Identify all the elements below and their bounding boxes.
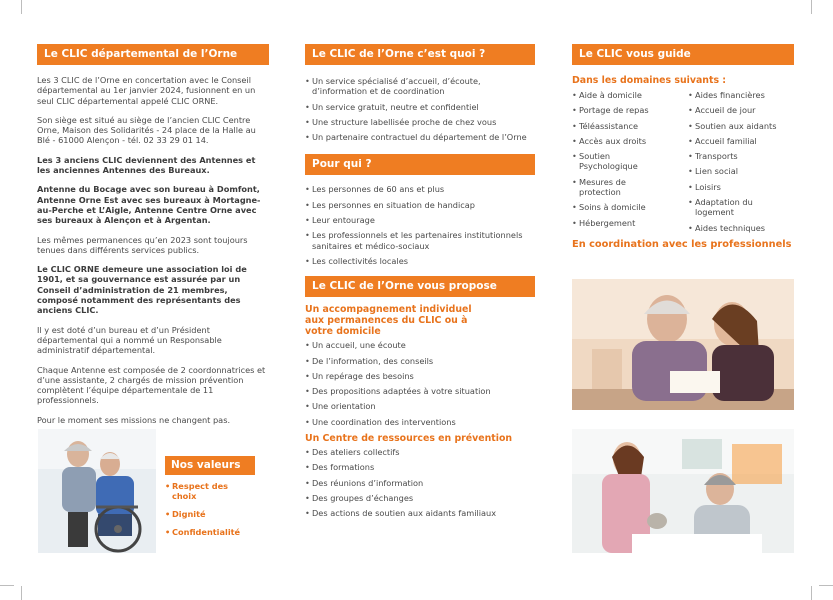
- paragraph: Il y est doté d’un bureau et d’un Président départemental qui a nommé un Responsable administratif départemental.: [37, 324, 222, 356]
- section-header: Le CLIC départemental de l’Orne: [37, 44, 269, 65]
- list-item: • Les personnes de 60 ans et plus: [305, 184, 535, 194]
- photo-wheelchair: [38, 429, 156, 553]
- crop-mark: [811, 0, 812, 14]
- subheading: Un Centre de ressources en prévention: [305, 433, 513, 445]
- list-item: • Soutien aux aidants: [688, 121, 794, 131]
- crop-mark: [21, 586, 22, 600]
- list-item: • Téléassistance: [572, 121, 688, 131]
- section-header: Le CLIC vous guide: [572, 44, 794, 65]
- list-item: • Portage de repas: [572, 105, 688, 115]
- list-item: • Respect des choix: [165, 481, 255, 501]
- crop-mark: [811, 586, 812, 600]
- subheading: En coordination avec les professionnels: [572, 238, 792, 250]
- list-item: • Les professionnels et les partenaires institutionnels sanitaires et médico-sociaux: [305, 230, 535, 251]
- list-item: • Des propositions adaptées à votre situation: [305, 386, 535, 396]
- list-item: • Soins à domicile: [572, 202, 688, 212]
- list-item: • De l’information, des conseils: [305, 356, 535, 366]
- values-list: [165, 481, 255, 537]
- section-header: Le CLIC de l’Orne vous propose: [305, 276, 535, 297]
- paragraph: Le CLIC ORNE demeure une association loi de 1901, et sa gouvernance est assurée par un Conseil d’administration de 21 membres, composé notamment des représentants des anciens CLIC.: [37, 264, 247, 316]
- domain-list-left: [572, 90, 688, 233]
- bullet-list: [305, 76, 535, 142]
- list-item: • Les collectivités locales: [305, 256, 535, 266]
- list-item: • Soutien Psychologique: [572, 151, 644, 172]
- list-item: • Un service spécialisé d’accueil, d’écoute, d’information et de coordination: [305, 76, 535, 97]
- crop-mark: [819, 585, 833, 586]
- section-header: Le CLIC de l’Orne c’est quoi ?: [305, 44, 535, 65]
- list-item: • Accueil de jour: [688, 105, 794, 115]
- column-middle: [305, 44, 535, 519]
- values-header: Nos valeurs: [165, 456, 255, 475]
- domain-list-right: [688, 90, 794, 233]
- bullet-list: [305, 184, 535, 266]
- paragraph: Antenne du Bocage avec son bureau à Domfont, Antenne Orne Est avec ses bureaux à Mortagne-au-Perche et L’Aigle, Antenne Centre Orne avec ses bureaux à Alençon et à Argentan.: [37, 184, 261, 226]
- photo-tea-service: [572, 429, 794, 553]
- list-item: • Des ateliers collectifs: [305, 447, 535, 457]
- list-item: • Accueil familial: [688, 136, 794, 146]
- list-item: • Lien social: [688, 166, 794, 176]
- list-item: • Une structure labellisée proche de chez vous: [305, 117, 535, 127]
- paragraph: Pour le moment ses missions ne changent pas.: [37, 414, 231, 425]
- list-item: • Un partenaire contractuel du département de l’Orne: [305, 132, 535, 142]
- list-item: • Adaptation du logement: [688, 197, 765, 218]
- paragraph: Chaque Antenne est composée de 2 coordonnatrices et d’une assistante, 2 chargés de mission prévention complètent l’équipe départementale de 11 professionnels.: [37, 364, 266, 406]
- list-item: • Des réunions d’information: [305, 478, 535, 488]
- bullet-list: [305, 447, 535, 518]
- list-item: • Hébergement: [572, 218, 688, 228]
- crop-mark: [21, 0, 22, 14]
- values-box: [165, 456, 255, 537]
- subheading: Un accompagnement individuel aux permanences du CLIC ou à votre domicile: [305, 304, 472, 338]
- paragraph: Les 3 anciens CLIC deviennent des Antennes et les anciennes Antennes des Bureaux.: [37, 154, 256, 176]
- list-item: • Dignité: [165, 509, 255, 519]
- list-item: • Un accueil, une écoute: [305, 340, 535, 350]
- list-item: • Des actions de soutien aux aidants familiaux: [305, 508, 535, 518]
- list-item: • Confidentialité: [165, 527, 255, 537]
- list-item: • Les personnes en situation de handicap: [305, 200, 535, 210]
- list-item: • Des groupes d’échanges: [305, 493, 535, 503]
- list-item: • Un service gratuit, neutre et confidentiel: [305, 102, 535, 112]
- list-item: • Un repérage des besoins: [305, 371, 535, 381]
- crop-mark: [0, 585, 14, 586]
- list-item: • Une orientation: [305, 401, 535, 411]
- list-item: • Mesures de protection: [572, 177, 644, 198]
- list-item: • Loisirs: [688, 182, 794, 192]
- subheading: Dans les domaines suivants :: [572, 75, 727, 86]
- column-right: [572, 44, 794, 250]
- list-item: • Une coordination des interventions: [305, 417, 535, 427]
- list-item: • Des formations: [305, 462, 535, 472]
- list-item: • Aides financières: [688, 90, 794, 100]
- list-item: • Aide à domicile: [572, 90, 688, 100]
- paragraph: Son siège est situé au siège de l’ancien CLIC Centre Orne, Maison des Solidarités - 24 place de la Halle au Blé - 61000 Alençon - tél. 02 33 29 01 14.: [37, 114, 256, 146]
- column-left: [37, 44, 269, 425]
- list-item: • Aides techniques: [688, 223, 794, 233]
- list-item: • Accès aux droits: [572, 136, 688, 146]
- list-item: • Transports: [688, 151, 794, 161]
- list-item: • Leur entourage: [305, 215, 535, 225]
- photo-reading-together: [572, 279, 794, 410]
- bullet-list: [305, 340, 535, 427]
- section-header: Pour qui ?: [305, 154, 535, 175]
- paragraph: Les mêmes permanences qu’en 2023 sont toujours tenues dans différents services publics.: [37, 234, 248, 255]
- paragraph: Les 3 CLIC de l’Orne en concertation avec le Conseil départemental au 1er janvier 2024, fusionnent en un seul CLIC départemental appelé CLIC ORNE.: [37, 75, 256, 106]
